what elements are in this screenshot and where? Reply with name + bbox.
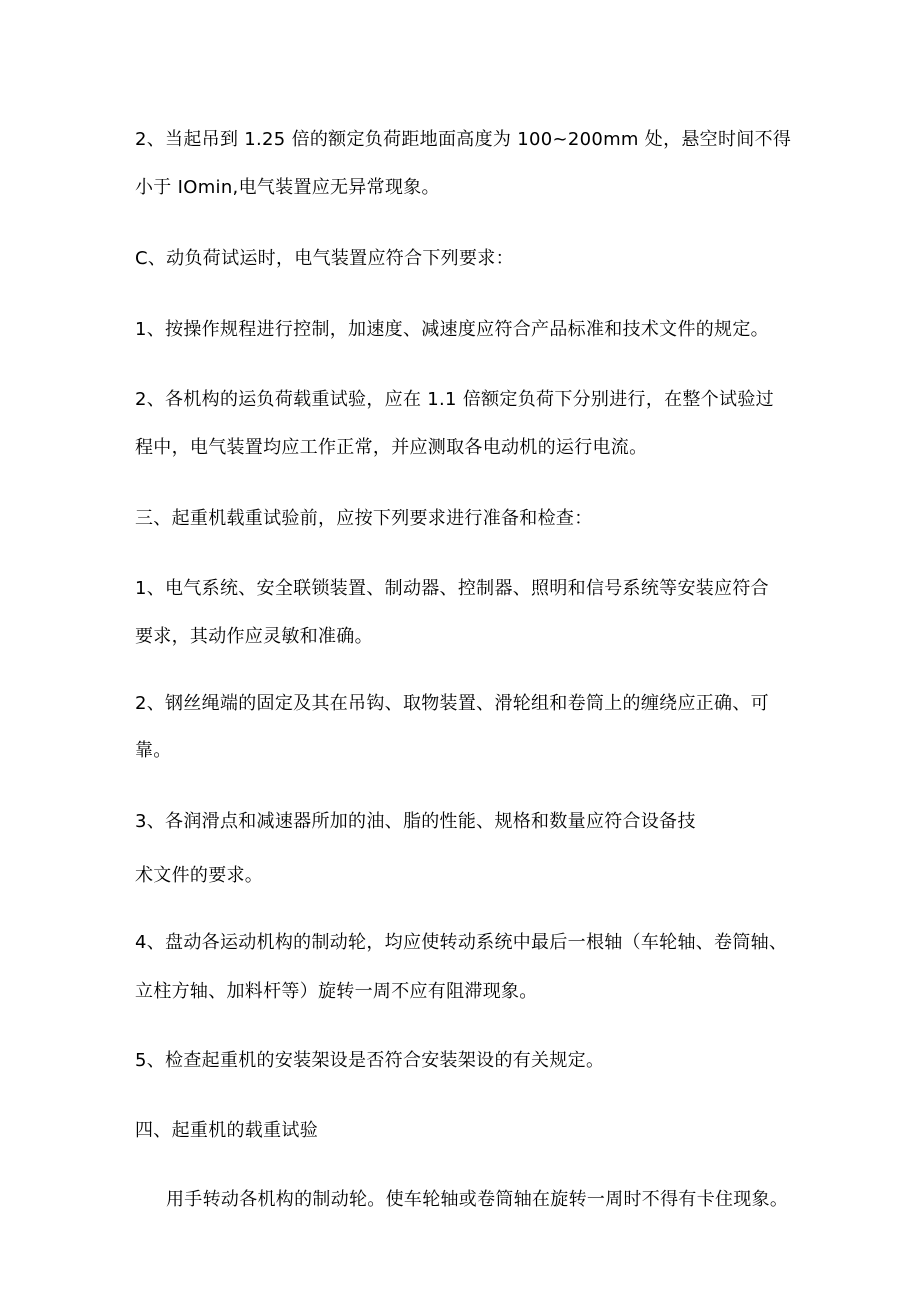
text-line-s3-item-4-continuation: 立柱方轴、加料杆等）旋转一周不应有阻滞现象。 <box>135 981 538 1002</box>
text-line-s3-item-3: 3、各润滑点和减速器所加的油、脂的性能、规格和数量应符合设备技 <box>135 811 696 832</box>
text-line-section-3-heading: 三、起重机载重试验前，应按下列要求进行准备和检查： <box>135 508 593 529</box>
text-line-item-2-continuation: 小于 IOmin,电气装置应无异常现象。 <box>135 177 440 198</box>
text-line-section-4-heading: 四、起重机的载重试验 <box>135 1120 318 1141</box>
text-line-c-item-2-continuation: 程中，电气装置均应工作正常，并应测取各电动机的运行电流。 <box>135 437 648 458</box>
text-line-section-c-heading: C、动负荷试运时，电气装置应符合下列要求： <box>135 248 514 269</box>
text-line-s3-item-2-continuation: 靠。 <box>135 740 172 761</box>
text-line-c-item-2: 2、各机构的运负荷载重试验，应在 1.1 倍额定负荷下分别进行，在整个试验过 <box>135 389 774 410</box>
text-line-s3-item-1: 1、电气系统、安全联锁装置、制动器、控制器、照明和信号系统等安装应符合 <box>135 578 769 599</box>
text-line-s3-item-2: 2、钢丝绳端的固定及其在吊钩、取物装置、滑轮组和卷筒上的缠绕应正确、可 <box>135 693 769 714</box>
text-line-s3-item-5: 5、检查起重机的安装架设是否符合安装架设的有关规定。 <box>135 1050 605 1071</box>
text-line-c-item-1: 1、按操作规程进行控制，加速度、减速度应符合产品标准和技术文件的规定。 <box>135 319 769 340</box>
text-line-s4-paragraph: 用手转动各机构的制动轮。使车轮轴或卷筒轴在旋转一周时不得有卡住现象。 <box>166 1189 789 1210</box>
text-line-item-2-load-height: 2、当起吊到 1.25 倍的额定负荷距地面高度为 100~200mm 处，悬空时间不得 <box>135 129 792 150</box>
text-line-s3-item-4: 4、盘动各运动机构的制动轮，均应使转动系统中最后一根轴（车轮轴、卷筒轴、 <box>135 932 788 953</box>
text-line-s3-item-1-continuation: 要求，其动作应灵敏和准确。 <box>135 626 373 647</box>
text-line-s3-item-3-continuation: 术文件的要求。 <box>135 865 264 886</box>
